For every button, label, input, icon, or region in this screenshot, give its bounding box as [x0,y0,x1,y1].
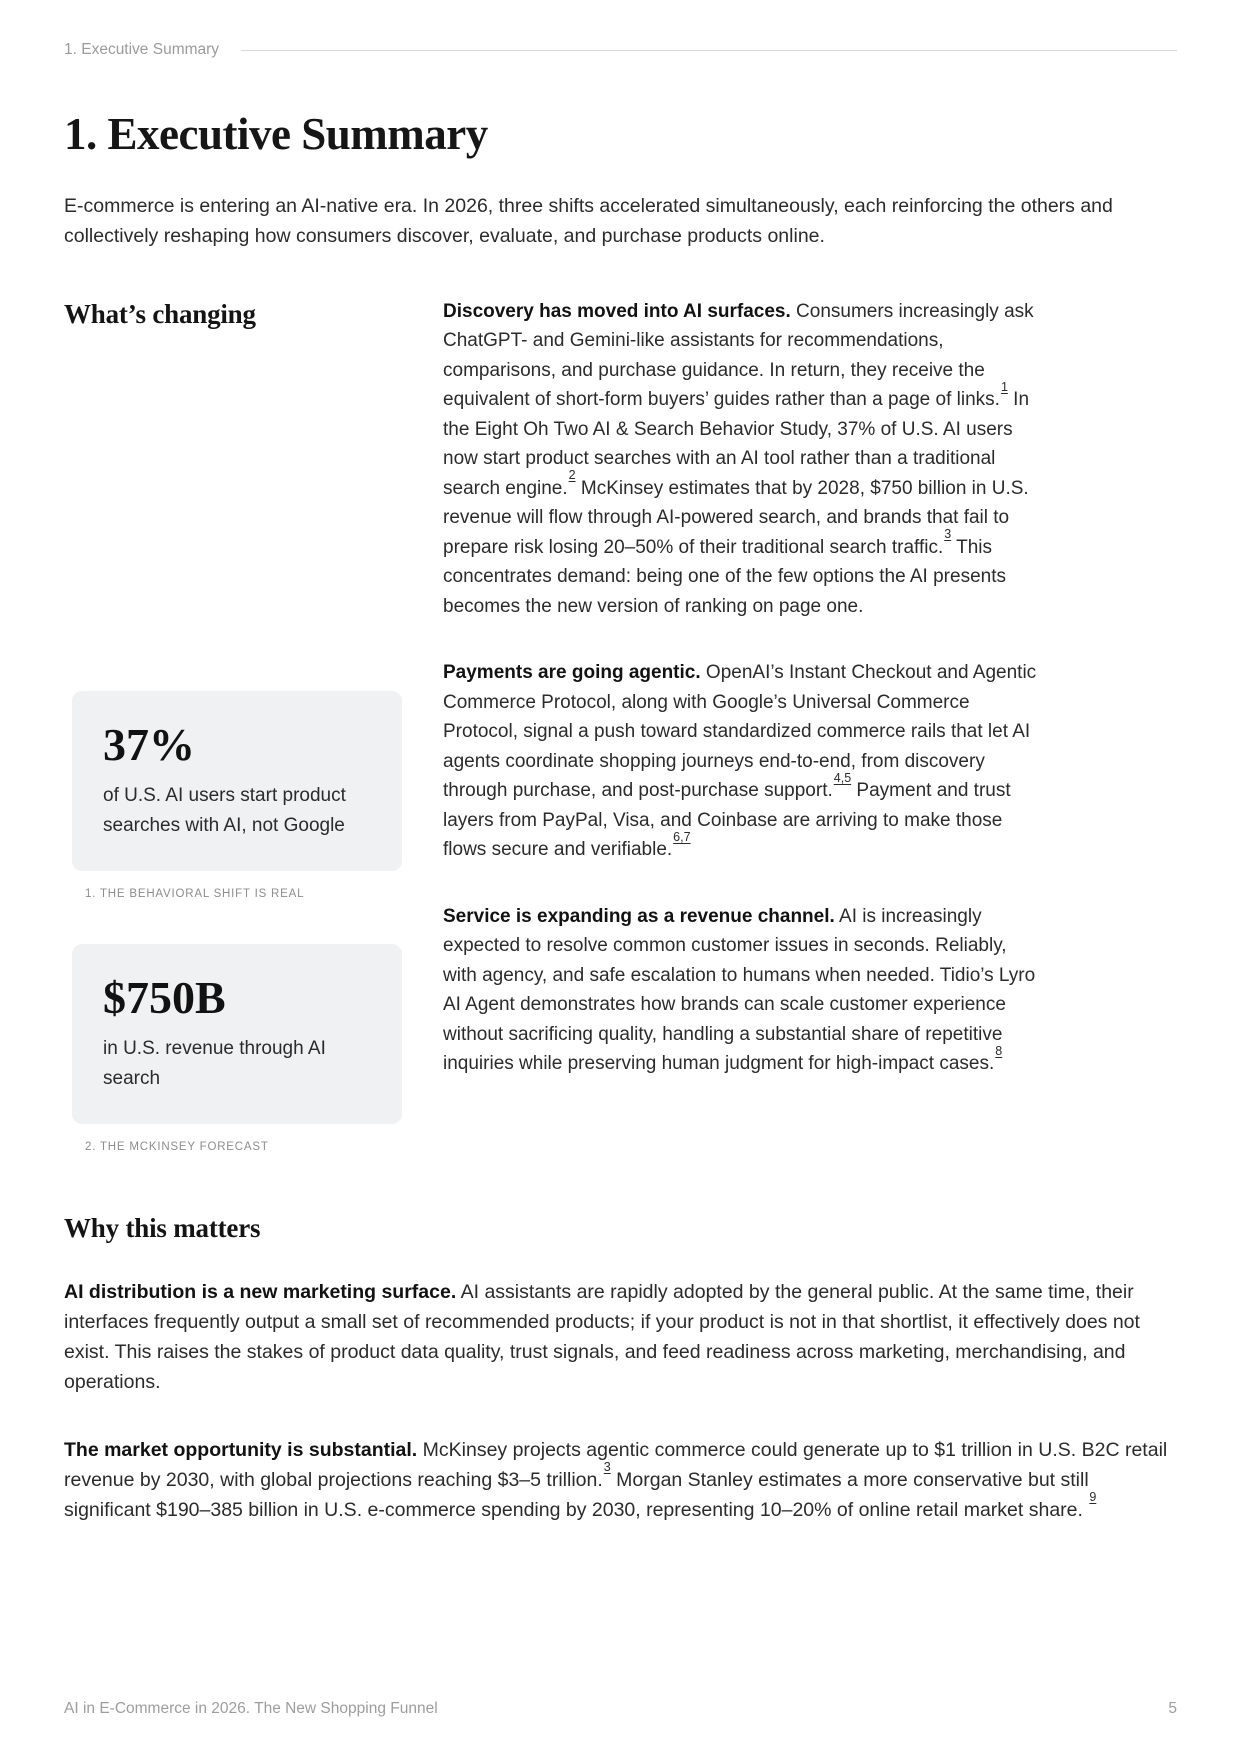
right-column [443,297,1043,1079]
stat-value: 37% [103,718,195,770]
intro-paragraph: E-commerce is entering an AI-native era. In 2026, three shifts accelerated simultaneously, each reinforcing the others and collectively reshaping how consumers discover, evaluate, and purchase products online. [64,194,1113,247]
paragraph-ai-distribution: AI distribution is a new marketing surface. AI assistants are rapidly adopted by the general public. At the same time, their interfaces frequently output a small set of recommended products; if your product is not in that shortlist, it effectively does not exist. This raises the stakes of product data quality, trust signals, and feed readiness across marketing, merchandising, and operations. [64,1280,1140,1393]
footnote-ref[interactable]: 1 [1000,379,1008,394]
paragraph-lead-in: Payments are going agentic. [443,662,701,684]
page-number: 5 [1168,1700,1177,1717]
footer-title: AI in E-Commerce in 2026. The New Shopping Funnel [64,1700,438,1717]
page-title: 1. Executive Summary [64,109,488,159]
stat-description: of U.S. AI users start product searches with AI, not Google [103,784,346,836]
section-heading-why-this-matters: Why this matters [64,1212,261,1243]
stat-card-37-percent [72,691,402,871]
stat-value: $750B [103,971,226,1023]
paragraph-lead-in: Service is expanding as a revenue channel. [443,905,835,927]
paragraph-market-opportunity: The market opportunity is substantial. McKinsey projects agentic commerce could generate up to $1 trillion in U.S. B2C retail revenue by 2030, with global projections reaching $3–5 trillion.$^3$ Morgan Stanley estimates a more conservative but still significant $190–385 billion in U.S. e-commerce spending by 2030, representing 10–20% of online retail market share. $^9$ [64,1438,1168,1521]
footnote-ref[interactable]: 6,7 [673,829,691,844]
footnote-ref[interactable]: 2 [568,468,576,483]
left-column [64,297,396,1153]
footnote-ref[interactable]: 4,5 [833,770,852,785]
stat-description: in U.S. revenue through AI search [103,1037,326,1089]
paragraph-lead-in: Discovery has moved into AI surfaces. [443,300,791,322]
footnote-ref[interactable]: 8 [995,1043,1003,1058]
whats-changing-section [64,297,1177,1153]
page-footer [64,1700,1177,1718]
paragraph-lead-in: The market opportunity is substantial. [64,1438,418,1461]
running-header [64,0,1177,59]
footnote-ref[interactable]: 3 [603,1460,611,1475]
paragraph-discovery: Discovery has moved into AI surfaces. Consumers increasingly ask ChatGPT- and Gemini-like assistants for recommendations, comparisons, and purchase guidance. In return, they receive the equivalent of short-form buyers’ guides rather than a page of links.$^1$ In the Eight Oh Two AI & Search Behavior Study, 37% of U.S. AI users now start product searches with an AI tool rather than a traditional search engine.$^2$ McKinsey estimates that by 2028, $750 billion in U.S. revenue will flow through AI-powered search, and brands that fail to prepare risk losing 20–50% of their traditional search traffic.$^3$ This concentrates demand: being one of the few options the AI presents becomes the new version of ranking on page one. [443,300,1034,617]
footnote-ref[interactable]: 3 [944,527,952,542]
paragraph-lead-in: AI distribution is a new marketing surface. [64,1280,457,1303]
running-header-title: 1. Executive Summary [64,41,220,58]
paragraph-service: Service is expanding as a revenue channel. AI is increasingly expected to resolve common customer issues in seconds. Reliably, with agency, and safe escalation to humans when needed. Tidio’s Lyro AI Agent demonstrates how brands can scale customer experience without sacrificing quality, handling a substantial share of repetitive inquiries while preserving human judgment for high-impact cases.$^8$ [443,905,1036,1075]
paragraph-payments: Payments are going agentic. OpenAI’s Instant Checkout and Agentic Commerce Protocol, along with Google’s Universal Commerce Protocol, signal a push toward standardized commerce rails that let AI agents coordinate shopping journeys end-to-end, from discovery through purchase, and post-purchase support.$^{4,5}$ Payment and trust layers from PayPal, Visa, and Coinbase are arriving to make those flows secure and verifiable.$^{6,7}$ [443,662,1037,861]
running-header-rule [241,50,1177,51]
stat-card-750b [72,944,402,1124]
stat-caption: 1. THE BEHAVIORAL SHIFT IS REAL [85,887,305,900]
footnote-ref[interactable]: 9 [1089,1490,1097,1505]
stat-caption: 2. THE MCKINSEY FORECAST [85,1140,269,1153]
section-heading-whats-changing: What’s changing [64,298,256,329]
